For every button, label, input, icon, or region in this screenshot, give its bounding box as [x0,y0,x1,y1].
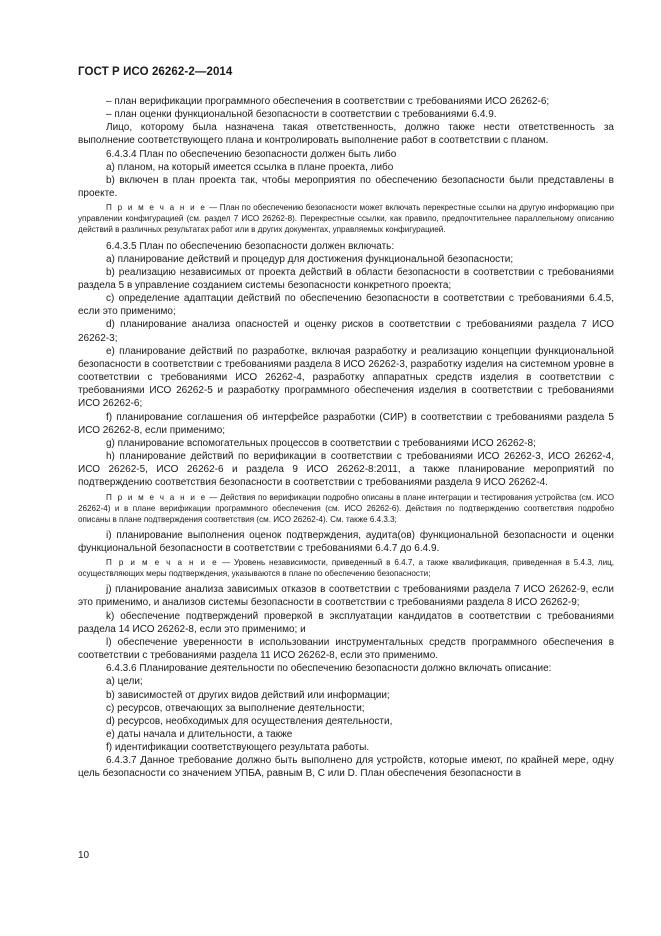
section-6-4-3-6: 6.4.3.6 Планирование деятельности по обеспечению безопасности должно включать описание: [106,663,552,675]
document-header: ГОСТ Р ИСО 26262-2—2014 [78,66,233,78]
list-item: c) ресурсов, отвечающих за выполнение деятельности; [106,702,365,714]
note-text: — План по обеспечению безопасности может включать перекрестные ссылки на другую информацию при управлении конфигурацией (см. раздел 7 ИСО 26262-8). Перекрестные ссылки, как правило, предпочтительнее параллельному описанию действий в различных результатах работ или в других документах, управляемых конфигурацией. [78,203,614,235]
list-item: a) цели; [106,676,143,688]
note-label: П р и м е ч а н и е [106,558,219,568]
note-text: — Уровень независимости, приведенный в 6.4.7, а также квалификация, приведенная в 5.4.3, лиц, осуществляющих меры подтверждения, указываются в плане по обеспечению безопасности; [78,558,614,579]
list-item: a) планирование действий и процедур для достижения функциональной безопасности; [106,253,514,265]
note-label: П р и м е ч а н и е [106,492,207,502]
paragraph: Лицо, которому была назначена такая ответственность, должно также нести ответственность за выполнение соответствующего плана и контролировать выполнение работ в соответствии с планом. [78,122,614,147]
list-item: – план верификации программного обеспечения в соответствии с требованиями ИСО 26262-6; [106,96,550,107]
list-item: f) планирование соглашения об интерфейсе разработки (СИР) в соответствии с требованиями раздела 5 ИСО 26262-8, если применимо; [78,411,614,436]
list-item: e) планирование действий по разработке, включая разработку и реализацию концепции функциональной безопасности в соответствии с требованиями раздела 8 ИСО 26262-3, разработку изделия на системном уровне в соответствии с требованиями ИСО 26262-4, разработку аппаратных средств изделия в соответствии с требованиями ИСО 26262-5 и разработку программного обеспечения изделия в соответствии с требованиями ИСО 26262-6; [78,345,614,410]
list-item: k) обеспечение подтверждений проверкой в эксплуатации кандидатов в соответствии с требованиями раздела 14 ИСО 26262-8, если это применимо; и [78,610,614,635]
list-item: e) даты начала и длительности, а также [106,729,293,740]
document-body [78,95,614,781]
note [78,492,614,525]
note-text: — Действия по верификации подробно описаны в плане интеграции и тестирования устройства (см. ИСО 26262-4) и в плане верификации программного обеспечения (см. ИСО 26262-6). Действия по подтверждению соответствия подробно описаны в плане подтверждения соответствия (см. ИСО 26262-4). См. также 6.4.3.3; [78,492,614,524]
list-item: d) ресурсов, необходимых для осуществления деятельности, [106,715,393,727]
section-6-4-3-4: 6.4.3.4 План по обеспечению безопасности должен быть либо [106,148,397,160]
note [78,557,614,579]
note-label: П р и м е ч а н и е [106,203,207,213]
list-item: b) реализацию независимых от проекта действий в области безопасности в соответствии с требованиями раздела 5 в управление созданием системы безопасности конкретного проекта; [78,266,614,291]
list-item: b) включен в план проекта так, чтобы мероприятия по обеспечению безопасности были представлены в проекте. [78,174,614,200]
list-item: g) планирование вспомогательных процессов в соответствии с требованиями ИСО 26262-8; [106,437,536,449]
list-item: i) планирование выполнения оценок подтверждения, аудита(ов) функциональной безопасности и оценки функциональной безопасности в соответствии с требованиями 6.4.7 до 6.4.9. [78,529,614,554]
list-item: – план оценки функциональной безопасности в соответствии с требованиями 6.4.9. [106,109,497,121]
section-6-4-3-5: 6.4.3.5 План по обеспечению безопасности должен включать: [106,240,395,252]
page-number: 10 [78,850,90,861]
list-item: l) обеспечение уверенности в использовании инструментальных средств программного обеспечения в соответствии с требованиями раздела 11 ИСО 26262-8, если это применимо. [78,636,614,662]
note [78,202,614,235]
list-item: b) зависимостей от других видов действий или информации; [106,689,390,701]
section-6-4-3-7: 6.4.3.7 Данное требование должно быть выполнено для устройств, которые имеют, по крайней мере, одну цель безопасности со значением УПБА, равным B, C или D. План обеспечения безопасности в [78,755,614,780]
list-item: d) планирование анализа опасностей и оценку рисков в соответствии с требованиями раздела 7 ИСО 26262-3; [78,319,614,344]
list-item: j) планирование анализа зависимых отказов в соответствии с требованиями раздела 7 ИСО 26262-9, если это применимо, и анализов системы безопасности в соответствии с требованиями раздела 8 ИСО 26262-9; [78,584,614,609]
list-item: h) планирование действий по верификации в соответствии с требованиями ИСО 26262-3, ИСО 26262-4, ИСО 26262-5, ИСО 26262-6 и раздела 9 ИСО 26262-8:2011, а также планирование мероприятий по подтверждению соответствия безопасности в соответствии с требованиями раздела 9 ИСО 26262-4. [78,451,614,489]
list-item: a) планом, на который имеется ссылка в плане проекта, либо [106,161,394,173]
list-item: f) идентификации соответствующего результата работы. [106,742,370,754]
list-item: c) определение адаптации действий по обеспечению безопасности в соответствии с требованиями 6.4.5, если это применимо; [78,293,614,318]
